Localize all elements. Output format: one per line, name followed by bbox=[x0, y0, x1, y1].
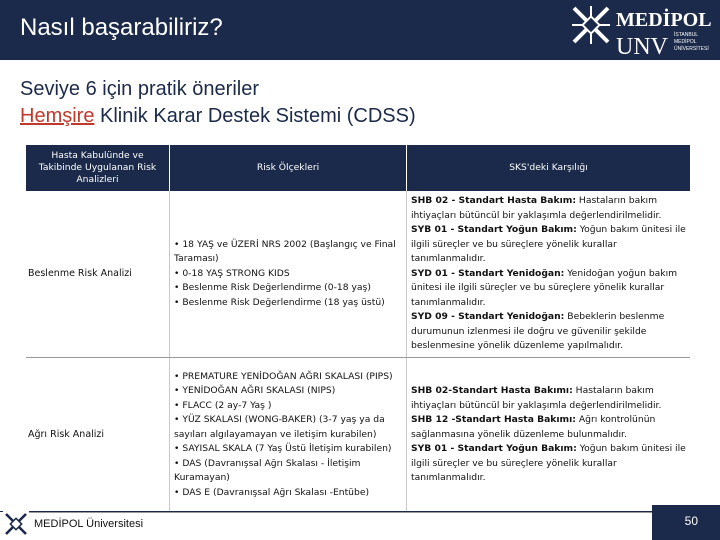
logo-sub3: ÜNİVERSİTESİ bbox=[674, 46, 709, 52]
slide-header bbox=[0, 0, 720, 60]
header-sks-equivalent: SKS'deki Karşılığı bbox=[407, 145, 691, 191]
subtitle-line2-rest: Klinik Karar Destek Sistemi (CDSS) bbox=[94, 105, 416, 127]
logo-brand: MEDİPOL bbox=[616, 9, 712, 31]
row-risk-scales: • 18 YAŞ ve ÜZERİ NRS 2002 (Başlangıç ve Final Taraması) • 0-18 YAŞ STRONG KIDS • Beslenme Risk Değerlendirme (0-18 yaş) • Beslenme Risk Değerlendirme (18 yaş üstü) bbox=[170, 191, 407, 358]
row-risk-name: Ağrı Risk Analizi bbox=[26, 358, 170, 513]
medipol-emblem-icon bbox=[3, 511, 29, 537]
footer-university: MEDİPOL Üniversitesi bbox=[34, 518, 144, 530]
medipol-logo bbox=[566, 2, 718, 58]
row-sks-text: SHB 02 - Standart Hasta Bakım: Hastaların bakım ihtiyaçları bütüncül bir yaklaşımla değerlendirilmelidir. SYB 01 - Standart Yoğun Bakım: Yoğun bakım ünitesi ile ilgili süreçler ve bu süreçlere yönelik kurallar tanımlanmalıdır. SYD 01 - Standart Yenidoğan: Yenidoğan yoğun bakım ünitesi ile ilgili süreçler ve bu süreçlere yönelik kurallar tanımlanmalıdır. SYD 09 - Standart Yenidoğan: Bebeklerin beslenme durumunun izlenmesi ile doğru ve güvenilir şekilde beslenmesine yönelik düzenleme yapılmalıdır. bbox=[407, 191, 691, 358]
risk-analysis-table bbox=[26, 145, 690, 513]
table-row bbox=[26, 358, 690, 513]
row-risk-scales: • PREMATURE YENİDOĞAN AĞRI SKALASI (PIPS) • YENİDOĞAN AĞRI SKALASI (NIPS) • FLACC (2 ay-7 Yaş ) • YÜZ SKALASI (WONG-BAKER) (3-7 yaş ya da sayıları algılayamayan ve iletişim kurabilen) • SAYISAL SKALA (7 Yaş Üstü İletişim kurabilen) • DAS (Davranışsal Ağrı Skalası - İletişim Kuramayan) • DAS E (Davranışsal Ağrı Skalası -Entübe) bbox=[170, 358, 407, 513]
subtitle-underlined-word: Hemşire bbox=[20, 105, 95, 127]
slide-subtitle bbox=[20, 76, 416, 130]
row-sks-text: SHB 02-Standart Hasta Bakımı: Hastaların bakım ihtiyaçları bütüncül bir yaklaşımla değerlendirilmelidir. SHB 12 -Standart Hasta Bakımı: Ağrı kontrolünün sağlanmasına yönelik düzenleme bulunmalıdır. SYB 01 - Standart Yoğun Bakım: Yoğun bakım ünitesi ile ilgili süreçler ve bu süreçlere yönelik kurallar tanımlanmalıdır. bbox=[407, 358, 691, 513]
footer-divider bbox=[0, 511, 720, 512]
medipol-emblem-icon bbox=[572, 6, 610, 44]
row-risk-name: Beslenme Risk Analizi bbox=[26, 191, 170, 358]
logo-unv: UNV bbox=[616, 34, 668, 58]
table-row bbox=[26, 191, 690, 358]
table-header-row bbox=[26, 145, 690, 191]
header-risk-analyses: Hasta Kabulünde ve Takibinde Uygulanan Risk Analizleri bbox=[26, 145, 170, 191]
subtitle-line1: Seviye 6 için pratik öneriler bbox=[20, 78, 259, 100]
subtitle-line2 bbox=[20, 103, 416, 130]
slide-title: Nasıl başarabiliriz? bbox=[20, 14, 223, 41]
logo-sub1: İSTANBUL bbox=[674, 32, 699, 38]
page-number: 50 bbox=[684, 514, 698, 528]
logo-sub2: MEDİPOL bbox=[674, 39, 697, 45]
header-risk-scales: Risk Ölçekleri bbox=[170, 145, 407, 191]
